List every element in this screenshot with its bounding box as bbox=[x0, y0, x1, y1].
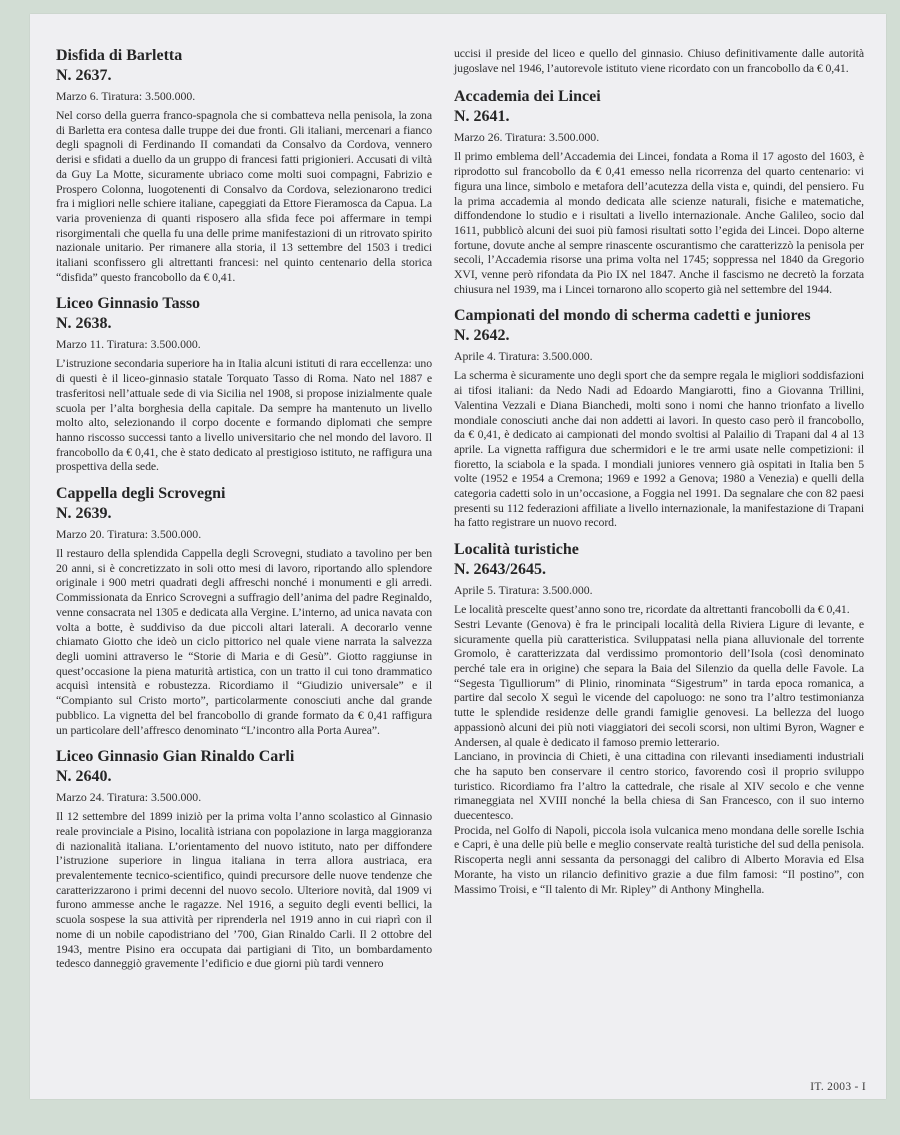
entry-number: N. 2643/2645. bbox=[454, 561, 546, 579]
entry-meta: Marzo 20. Tiratura: 3.500.000. bbox=[56, 527, 202, 542]
entry-number: N. 2640. bbox=[56, 768, 112, 786]
entry-title: Località turistiche bbox=[454, 541, 579, 559]
entry-body: Il 12 settembre del 1899 iniziò per la prima volta l’anno scolastico al Ginnasio reale provinciale a Pisino, località istriana con popolazione in larga maggioranza di nazionalità italiana. L’orientamento del nuovo istituto, nato per diffondere l’istruzione superiore in lingua italiana in terra allora austriaca, era prevalentemente tecnico-scientifico, quindi precursore delle nuove tendenze che caratterizzarono i primi decenni del nuovo secolo. Ulteriore novità, dal 1909 vi furono ammesse anche le ragazze. Nel 1916, a seguito degli eventi bellici, la scuola sospese la sua attività per riprenderla nel 1919 anno in cui riaprì con il nome di un nobile capodistriano del ’700, Gian Rinaldo Carli. Il 2 ottobre del 1943, mentre Pisino era occupata dai partigiani di Tito, un bombardamento tedesco danneggiò gravemente l’edificio e due giorni più tardi vennero bbox=[56, 809, 432, 971]
entry-meta: Marzo 6. Tiratura: 3.500.000. bbox=[56, 89, 196, 103]
entry-paragraph: Sestri Levante (Genova) è fra le principali località della Riviera Ligure di levante, e sicuramente quella più caratteristica. Sviluppatasi nella piana alluvionale del torrente Gromolo, è caratterizzata dal verdissimo promontorio dell’Isola (così denominato perché tale era in origine) che separa la Baia del Silenzio da quella delle Favole. La “Segesta Tigulliorum” di Plinio, rinominata “Sigestrum” in tarda epoca romanica, a partire dal secolo X seguì le vicende del capoluogo: ne sono tra l’altro testimonianza tutte le splendide residenze delle grandi famiglie genovesi. La bellezza del luogo appassionò alcuni dei più noti viaggiatori dei secoli scorsi, non ultimi Byron, Wagner e Andersen, al quale è dedicato il famoso premio letterario. bbox=[454, 616, 864, 749]
entry-paragraph: Le località prescelte quest’anno sono tre, ricordate da altrettanti francobolli da € 0,41. bbox=[454, 602, 850, 617]
entry-meta: Marzo 24. Tiratura: 3.500.000. bbox=[56, 790, 202, 805]
entry-title: Accademia dei Lincei bbox=[454, 88, 601, 106]
entry-number: N. 2639. bbox=[56, 505, 112, 523]
right-column bbox=[454, 46, 864, 906]
entry-number: N. 2642. bbox=[454, 327, 510, 345]
entry-body: Il restauro della splendida Cappella degli Scrovegni, studiato a tavolino per ben 20 anni, si è concretizzato in soli otto mesi di lavoro, riportando allo splendore originale i 900 metri quadrati degli affreschi nonché i monumenti e gli arredi. Commissionata da Enrico Scrovegni a suffragio dell’anima del padre Reginaldo, venne consacrata nel 1305 e dedicata alla Vergine. L’interno, ad unica navata con volta a botte, è suddiviso da due piccoli altari laterali. A decorarlo venne chiamato Giotto che ideò un ciclo pittorico nel quale viene narrata la salvezza degli uomini attraverso le “Storie di Maria e di Gesù”. Giotto raggiunse in quest’occasione la piena maturità artistica, con un tratto il cui tono drammatico acquisì intensità e robustezza. Ricordiamo il “Giudizio universale” e il “Compianto sul Cristo morto”, particolarmente conosciuti anche dal grande pubblico. La vignetta del bel francobollo di grande formato da € 0,41 raffigura un particolare dell’affresco denominato “L’incontro alla Porta Aurea”. bbox=[56, 546, 432, 737]
entry-title: Cappella degli Scrovegni bbox=[56, 485, 226, 503]
entry-meta: Aprile 5. Tiratura: 3.500.000. bbox=[454, 583, 593, 598]
entry-paragraph: Procida, nel Golfo di Napoli, piccola isola vulcanica meno mondana delle sorelle Ischia e Capri, è una delle più belle e meglio conservate realtà turistiche del sud della penisola. Riscoperta negli anni sessanta da personaggi del calibro di Alberto Moravia ed Elsa Morante, ha visto un rilancio definitivo grazie a due film famosi: “Il postino”, con Massimo Troisi, e “Il talento di Mr. Ripley” di Anthony Minghella. bbox=[454, 822, 864, 896]
entry-2640 bbox=[56, 747, 432, 971]
entry-body: Il primo emblema dell’Accademia dei Lincei, fondata a Roma il 17 agosto del 1603, è riprodotto sul francobollo da € 0,41 emesso nella ricorrenza del quarto centenario: vi figura una lince, simbolo e metafora dell’acutezza della vista e, quindi, del pensiero. Fu la prima accademia al mondo dedicata alle scienze naturali, fisiche e matematiche, diffondendone lo studio e i risultati a livello internazionale. Anche Galileo, socio dal 1611, pubblicò alcuni dei suoi più famosi risultati sotto l’egida dei Lincei. Dopo alterne fortune, dovute anche al sempre rinascente oscurantismo che caratterizzò la penisola per secoli, l’Accademia risorse una prima volta nel 1745; soppressa nel 1840 da Gregorio XVI, venne però rifondata da Pio IX nel 1847. Anche il fascismo ne decretò la forzata chiusura nel 1939, ma i Lincei tornarono allo scoperto già nel settembre del 1944. bbox=[454, 149, 864, 296]
continued-text: uccisi il preside del liceo e quello del ginnasio. Chiuso definitivamente dalle autorità jugoslave nel 1946, l’autorevole istituto viene ricordato con un francobollo da € 0,41. bbox=[454, 46, 864, 75]
entry-title: Liceo Ginnasio Tasso bbox=[56, 295, 201, 313]
entry-title: Campionati del mondo di scherma cadetti e juniores bbox=[454, 307, 811, 325]
entry-title: Disfida di Barletta bbox=[56, 47, 183, 64]
entry-number: N. 2637. bbox=[56, 67, 112, 84]
left-column bbox=[56, 46, 432, 981]
entry-2637 bbox=[56, 46, 432, 284]
entry-body: Nel corso della guerra franco-spagnola che si combatteva nella penisola, la zona di Barletta era contesa dalle truppe dei due fronti. Gli italiani, mercenari a fianco degli spagnoli di Ferdinando II comandati da Consalvo da Cordova, vennero derisi e sfidati a duello da un gruppo di francesi fatti prigionieri. Accusati di viltà da Guy La Motte, sicuramente ubriaco come molti suoi compagni, Fabrizio e Prospero Colonna, luogotenenti di Consalvo da Cordova, selezionarono tredici fra i migliori nelle schiere italiane, capeggiati da Ettore Fieramosca da Capua. La varia provenienza di quanti risposero alla sfida fece poi affermare in tempi risorgimentali che quella fu una delle prime manifestazioni di un ritrovato spirito nazionale unitario. Per rimanere alla storia, il 13 settembre del 1503 i tredici italiani sconfissero gli altrettanti francesi: nel quinto centenario della storica “disfida” questo francobollo da € 0,41. bbox=[56, 108, 432, 284]
entry-number: N. 2641. bbox=[454, 108, 510, 126]
entry-paragraph: Lanciano, in provincia di Chieti, è una cittadina con rilevanti insediamenti industriali che ha saputo ben conservare il centro storico, favorendo così il proprio sviluppo turistico. Ricordiamo fra l’altro la cattedrale, che risale al XIV secolo e che venne rimaneggiata nel XVIII nonché la bella chiesa di San Francesco, con il suo interno duecentesco. bbox=[454, 749, 864, 823]
entry-meta: Marzo 11. Tiratura: 3.500.000. bbox=[56, 337, 201, 352]
entry-body: L’istruzione secondaria superiore ha in Italia alcuni istituti di rara eccellenza: uno di questi è il liceo-ginnasio statale Torquato Tasso di Roma. Nato nel 1887 e trasferitosi nell’attuale sede di via Sicilia nel 1908, si propose inizialmente quale scuola per l’alta borghesia della capitale. Da sempre ha mantenuto un livello molto alto, selezionando il corpo docente e formando diplomati che sempre hanno riscosso successi tanto a livello universitario che nel mondo del lavoro. Il francobollo da € 0,41, che è stato dedicato al prestigioso istituto, ne raffigura una prospettiva della sede. bbox=[56, 356, 432, 474]
entry-meta: Marzo 26. Tiratura: 3.500.000. bbox=[454, 130, 600, 145]
entry-2641 bbox=[454, 87, 864, 296]
entry-meta: Aprile 4. Tiratura: 3.500.000. bbox=[454, 349, 593, 364]
entry-title: Liceo Ginnasio Gian Rinaldo Carli bbox=[56, 748, 295, 766]
entry-body bbox=[454, 602, 864, 896]
page-footer: IT. 2003 - I bbox=[810, 1081, 866, 1093]
page-sheet bbox=[30, 14, 886, 1099]
entry-2638 bbox=[56, 294, 432, 474]
entry-2639 bbox=[56, 484, 432, 737]
entry-2642 bbox=[454, 306, 864, 530]
entry-number: N. 2638. bbox=[56, 315, 112, 333]
entry-body: La scherma è sicuramente uno degli sport che da sempre regala le migliori soddisfazioni ai tifosi italiani: da Nedo Nadi ad Edoardo Mangiarotti, fino a Giovanna Trillini, Valentina Vezzali e Diana Bianchedi, molti sono i nomi che hanno trionfato a livello mondiale conosciuti anche dai non addetti ai lavori. In questo caso però il francobollo, da € 0,41, è dedicato ai campionati del mondo svoltisi al Palailio di Trapani dal 4 al 13 aprile. La vignetta raffigura due schermidori e le tre armi usate nelle competizioni: il fioretto, la sciabola e la spada. I mondiali juniores vennero già ospitati in Italia ben 5 volte (1952 e 1954 a Cremona; 1969 e 1992 a Genova; 1980 a Venezia) e quelli della categoria cadetti solo in un’occasione, a Foggia nel 1991. Da segnalare che con 82 paesi presenti su 112 federazioni affiliate a livello internazionale, la manifestazione di Trapani ha fatto registrare un nuovo record. bbox=[454, 368, 864, 530]
entry-2643-2645 bbox=[454, 540, 864, 896]
